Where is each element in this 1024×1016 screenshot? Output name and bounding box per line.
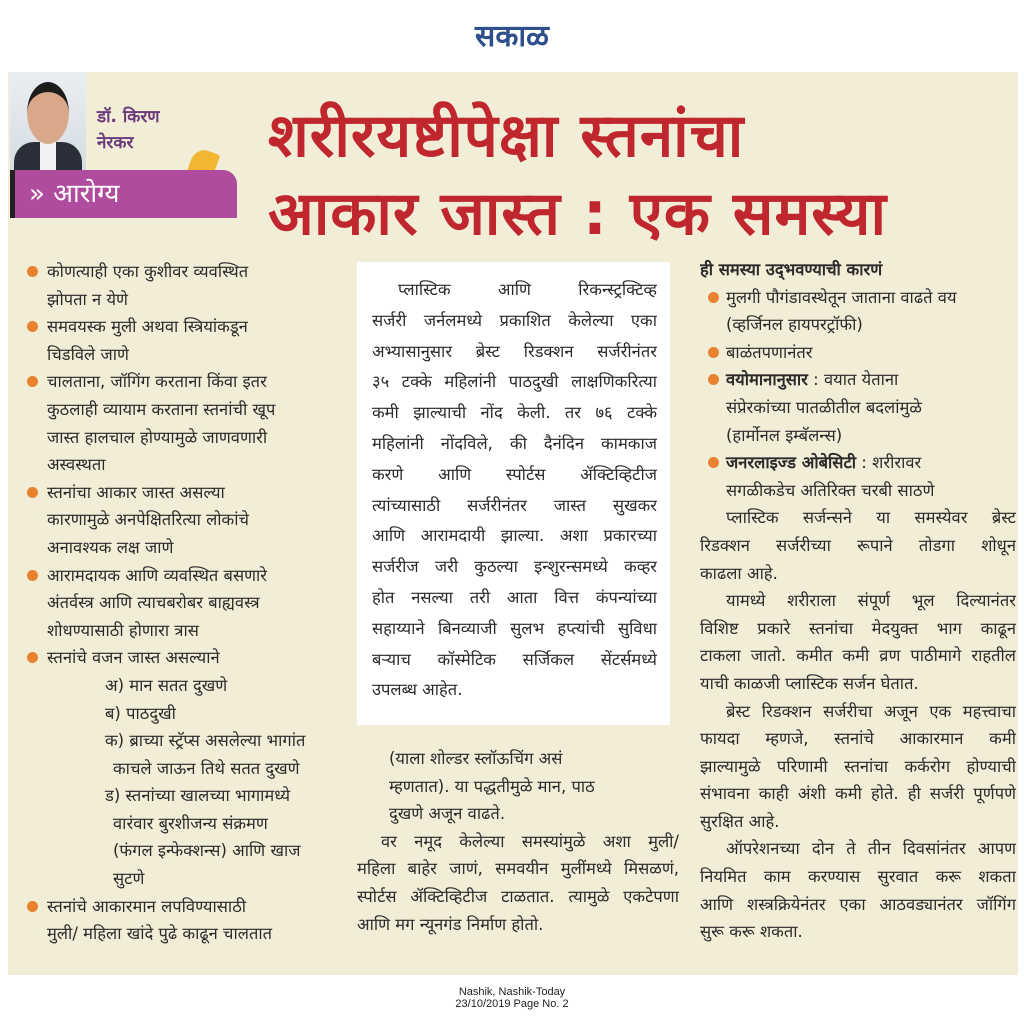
line-text: : शरीरावर [856,453,922,473]
line-text: संभावना काही अंशी कमी होते. ही सर्जरी पूर्णपणे [700,784,1016,804]
bullet-item [25,644,335,672]
text-line [700,670,1016,698]
text-line [700,560,1016,588]
footer-edition: Nashik, Nashik-Today [458,986,566,998]
text-line [25,617,335,645]
text-line [700,504,1016,532]
line-text: स्तनांचे वजन जास्त असल्याने [47,648,220,668]
line-text: सुरू करू शकता. [700,922,803,942]
line-text: महिला बाहेर जाणं, समवयीन मुलींमध्ये मिसळणं, [357,859,679,879]
text-line [372,306,657,337]
bullet-item [700,284,1016,312]
bullet-item [25,313,335,341]
line-text: कुठलाही व्यायाम करताना स्तनांची खूप [47,399,276,419]
left-column [25,258,335,948]
text-line [25,755,335,783]
line-text: : वयात येताना [807,370,899,390]
bullet-item [25,479,335,507]
text-line [700,256,1016,284]
text-line [357,855,679,883]
line-text: जास्त हालचाल होण्यामुळे जाणवणारी [47,427,268,447]
page-footer [0,986,1024,1010]
line-text: होत नसल्या तरी आता वित्त कंपन्यांच्या [372,587,657,607]
text-line [700,753,1016,781]
line-text: अनावश्यक लक्ष जाणे [47,537,174,557]
text-line [700,422,1016,450]
text-line [700,780,1016,808]
text-line [700,698,1016,726]
author-name-line2: नेरकर [97,133,134,153]
text-line [25,341,335,369]
text-line [25,534,335,562]
text-line [700,311,1016,339]
text-line [700,891,1016,919]
line-text: आणि मग न्यूनगंड निर्माण होतो. [357,914,544,934]
line-text: कमी झाल्याची नोंद केली. तर ७६ टक्के [372,403,657,423]
line-text: झाल्यामुळे परिणामी स्तनांचा कर्करोग होण्याची [700,756,1016,776]
line-text: म्हणतात). या पद्धतीमुळे मान, पाठ [389,776,595,796]
line-text: आणि शस्त्रक्रियेनंतर एका आठवड्यानंतर जॉगिंग [700,894,1016,914]
text-line [372,337,657,368]
line-text: टाकला जातो. कमीत कमी व्रण पाठीमागे राहतील [700,646,1016,666]
line-text: (व्हर्जिनल हायपरट्रॉफी) [726,315,863,335]
line-text: आणि आरामदायी झाल्या. अशा प्रकारच्या [372,526,657,546]
photo-shirt [40,140,56,170]
newspaper-masthead: सकाळ [475,19,549,54]
bullet-item [700,366,1016,394]
section-tag: » आरोग्य [10,170,237,218]
line-text: बाळंतपणानंतर [726,342,813,362]
text-line [700,863,1016,891]
line-text: सहाय्याने बिनव्याजी सुलभ हप्त्यांची सुविधा [372,618,657,638]
line-text: अ) मान सतत दुखणे [105,675,228,695]
line-text: (हार्मोनल इम्बॅलन्स) [726,425,843,445]
line-text: मुली/ महिला खांदे पुढे काढून चालतात [47,924,273,944]
box-column [372,275,657,706]
line-text: वर नमूद केलेल्या समस्यांमुळे अशा मुली/ [381,831,679,851]
text-line [357,745,679,773]
line-text: विशिष्ट प्रकारे स्तनांचा मेदयुक्त भाग काढून [700,618,1016,638]
bold-term: जनरलाइज्ड ओबेसिटी [726,453,857,473]
line-text: उपलब्ध आहेत. [372,680,463,700]
line-text: स्तनांचे आकारमान लपविण्यासाठी [47,896,247,916]
line-text: प्लास्टिक आणि रिकन्स्ट्रक्टिव्ह [398,280,657,299]
text-line [372,398,657,429]
text-line [25,782,335,810]
line-text: बऱ्याच कॉस्मेटिक सर्जिकल सेंटर्समध्ये [372,649,657,669]
line-text: वारंवार बुरशीजन्य संक्रमण [113,813,268,833]
text-line [700,394,1016,422]
footer-date-page: 23/10/2019 Page No. 2 [455,998,569,1010]
line-text: अस्वस्थता [47,455,106,475]
text-line [25,451,335,479]
line-text: ब्रेस्ट रिडक्शन सर्जरीचा अजून एक महत्त्वाचा [726,701,1016,721]
line-text: समवयस्क मुली अथवा स्त्रियांकडून [47,317,248,337]
text-line [372,583,657,614]
line-text: ब) पाठदुखी [105,703,176,723]
bullet-item [25,893,335,921]
line-text: सगळीकडेच अतिरिक्त चरबी साठणे [726,480,935,500]
text-line [700,587,1016,615]
line-text: महिलांनी नोंदविले, की दैनंदिन कामकाज [372,433,657,453]
line-text: ही समस्या उद्‌भवण्याची कारणं [700,260,883,279]
text-line [25,424,335,452]
line-text: सर्जरीज जरी कुठल्या इन्शुरन्समध्ये कव्हर [372,557,657,577]
line-text: ऑपरेशनच्या दोन ते तीन दिवसांनंतर आपण [726,839,1016,859]
line-text: दुखणे अजून वाढते. [389,804,506,824]
text-line [372,429,657,460]
below-box-column [357,745,679,938]
line-text: (फंगल इन्फेक्शन्स) आणि खाज [113,841,301,861]
text-line [372,275,657,306]
line-text: रिडक्शन सर्जरीच्या रूपाने तोडगा शोधून [700,535,1016,555]
text-line [372,614,657,645]
line-text: अंतर्वस्त्र आणि त्याचबरोबर बाह्यवस्त्र [47,593,260,613]
author-photo [10,72,86,170]
line-text: संप्रेरकांच्या पातळीतील बदलांमुळे [726,397,922,417]
text-line [357,773,679,801]
line-text: अभ्यासानुसार ब्रेस्ट रिडक्शन सर्जरीनंतर [372,341,657,361]
text-line [25,589,335,617]
text-line [700,532,1016,560]
text-line [25,700,335,728]
author-name-line1: डॉ. किरण [97,107,160,127]
line-text: काढला आहे. [700,563,778,583]
text-line [25,396,335,424]
line-text: याची काळजी प्लास्टिक सर्जन घेतात. [700,673,919,693]
line-text: यामध्ये शरीराला संपूर्ण भूल दिल्यानंतर [726,591,1016,611]
line-text: चालताना, जॉगिंग करताना किंवा इतर [47,372,267,392]
line-text: सर्जरी जर्नलमध्ये प्रकाशित केलेल्या एका [372,310,657,330]
text-line [357,828,679,856]
text-line [25,672,335,700]
line-text: झोपता न येणे [47,289,128,309]
bullet-item [700,339,1016,367]
line-text: करणे आणि स्पोर्टस ॲक्टिव्हिटीज [372,464,657,484]
line-text: स्तनांचा आकार जास्त असल्या [47,482,225,502]
text-line [357,800,679,828]
bullet-item [25,258,335,286]
line-text: शोधण्यासाठी होणारा त्रास [47,620,199,640]
bullet-item [25,562,335,590]
line-text: कारणामुळे अनपेक्षितरित्या लोकांचे [47,510,249,530]
line-text: चिडविले जाणे [47,344,129,364]
text-line [372,491,657,522]
photo-head [27,82,69,144]
line-text: आरामदायक आणि व्यवस्थित बसणारे [47,565,268,585]
text-line [25,920,335,948]
line-text: त्यांच्यासाठी सर्जरीनंतर जास्त सुखकर [372,495,657,515]
text-line [700,615,1016,643]
text-line [700,477,1016,505]
text-line [25,727,335,755]
text-line [700,725,1016,753]
bullet-item [25,368,335,396]
text-line [25,810,335,838]
line-text: ३५ टक्के महिलांनी पाठदुखी लाक्षणिकरित्या [372,372,657,392]
line-text: क) ब्राच्या स्ट्रॅप्स असलेल्या भागांत [105,731,306,751]
text-line [372,675,657,706]
line-text: फायदा म्हणजे, स्तनांचे आकारमान कमी [700,729,1016,749]
line-text: नियमित काम करण्यास सुरवात करू शकता [700,867,1016,887]
text-line [25,865,335,893]
text-line [372,552,657,583]
headline-line1: शरीरयष्टीपेक्षा स्तनांचा [268,101,745,171]
text-line [700,642,1016,670]
line-text: काचले जाऊन तिथे सतत दुखणे [113,758,300,778]
line-text: (याला शोल्डर स्लॉऊचिंग असं [389,749,563,768]
line-text: ड) स्तनांच्या खालच्या भागामध्ये [105,786,291,806]
text-line [700,808,1016,836]
text-line [25,286,335,314]
line-text: सुरक्षित आहे. [700,811,780,831]
line-text: मुलगी पौगंडावस्थेतून जाताना वाढते वय [726,287,957,307]
text-line [25,837,335,865]
author-byline [97,104,160,156]
line-text: स्पोर्टस ॲक्टिव्हिटीज टाळतात. त्यामुळे एकटेपणा [357,886,679,906]
right-column [700,256,1016,946]
text-line [372,367,657,398]
text-line [357,883,679,911]
text-line [372,460,657,491]
text-line [700,835,1016,863]
headline-line2: आकार जास्त : एक समस्या [268,179,888,249]
bullet-item [700,449,1016,477]
bold-term: वयोमानानुसार [726,370,808,390]
line-text: सुटणे [113,869,145,889]
text-line [372,645,657,676]
text-line [357,911,679,939]
line-text: कोणत्याही एका कुशीवर व्यवस्थित [47,262,249,281]
text-line [700,918,1016,946]
text-line [372,521,657,552]
line-text: प्लास्टिक सर्जन्सने या समस्येवर ब्रेस्ट [726,508,1016,528]
text-line [25,506,335,534]
